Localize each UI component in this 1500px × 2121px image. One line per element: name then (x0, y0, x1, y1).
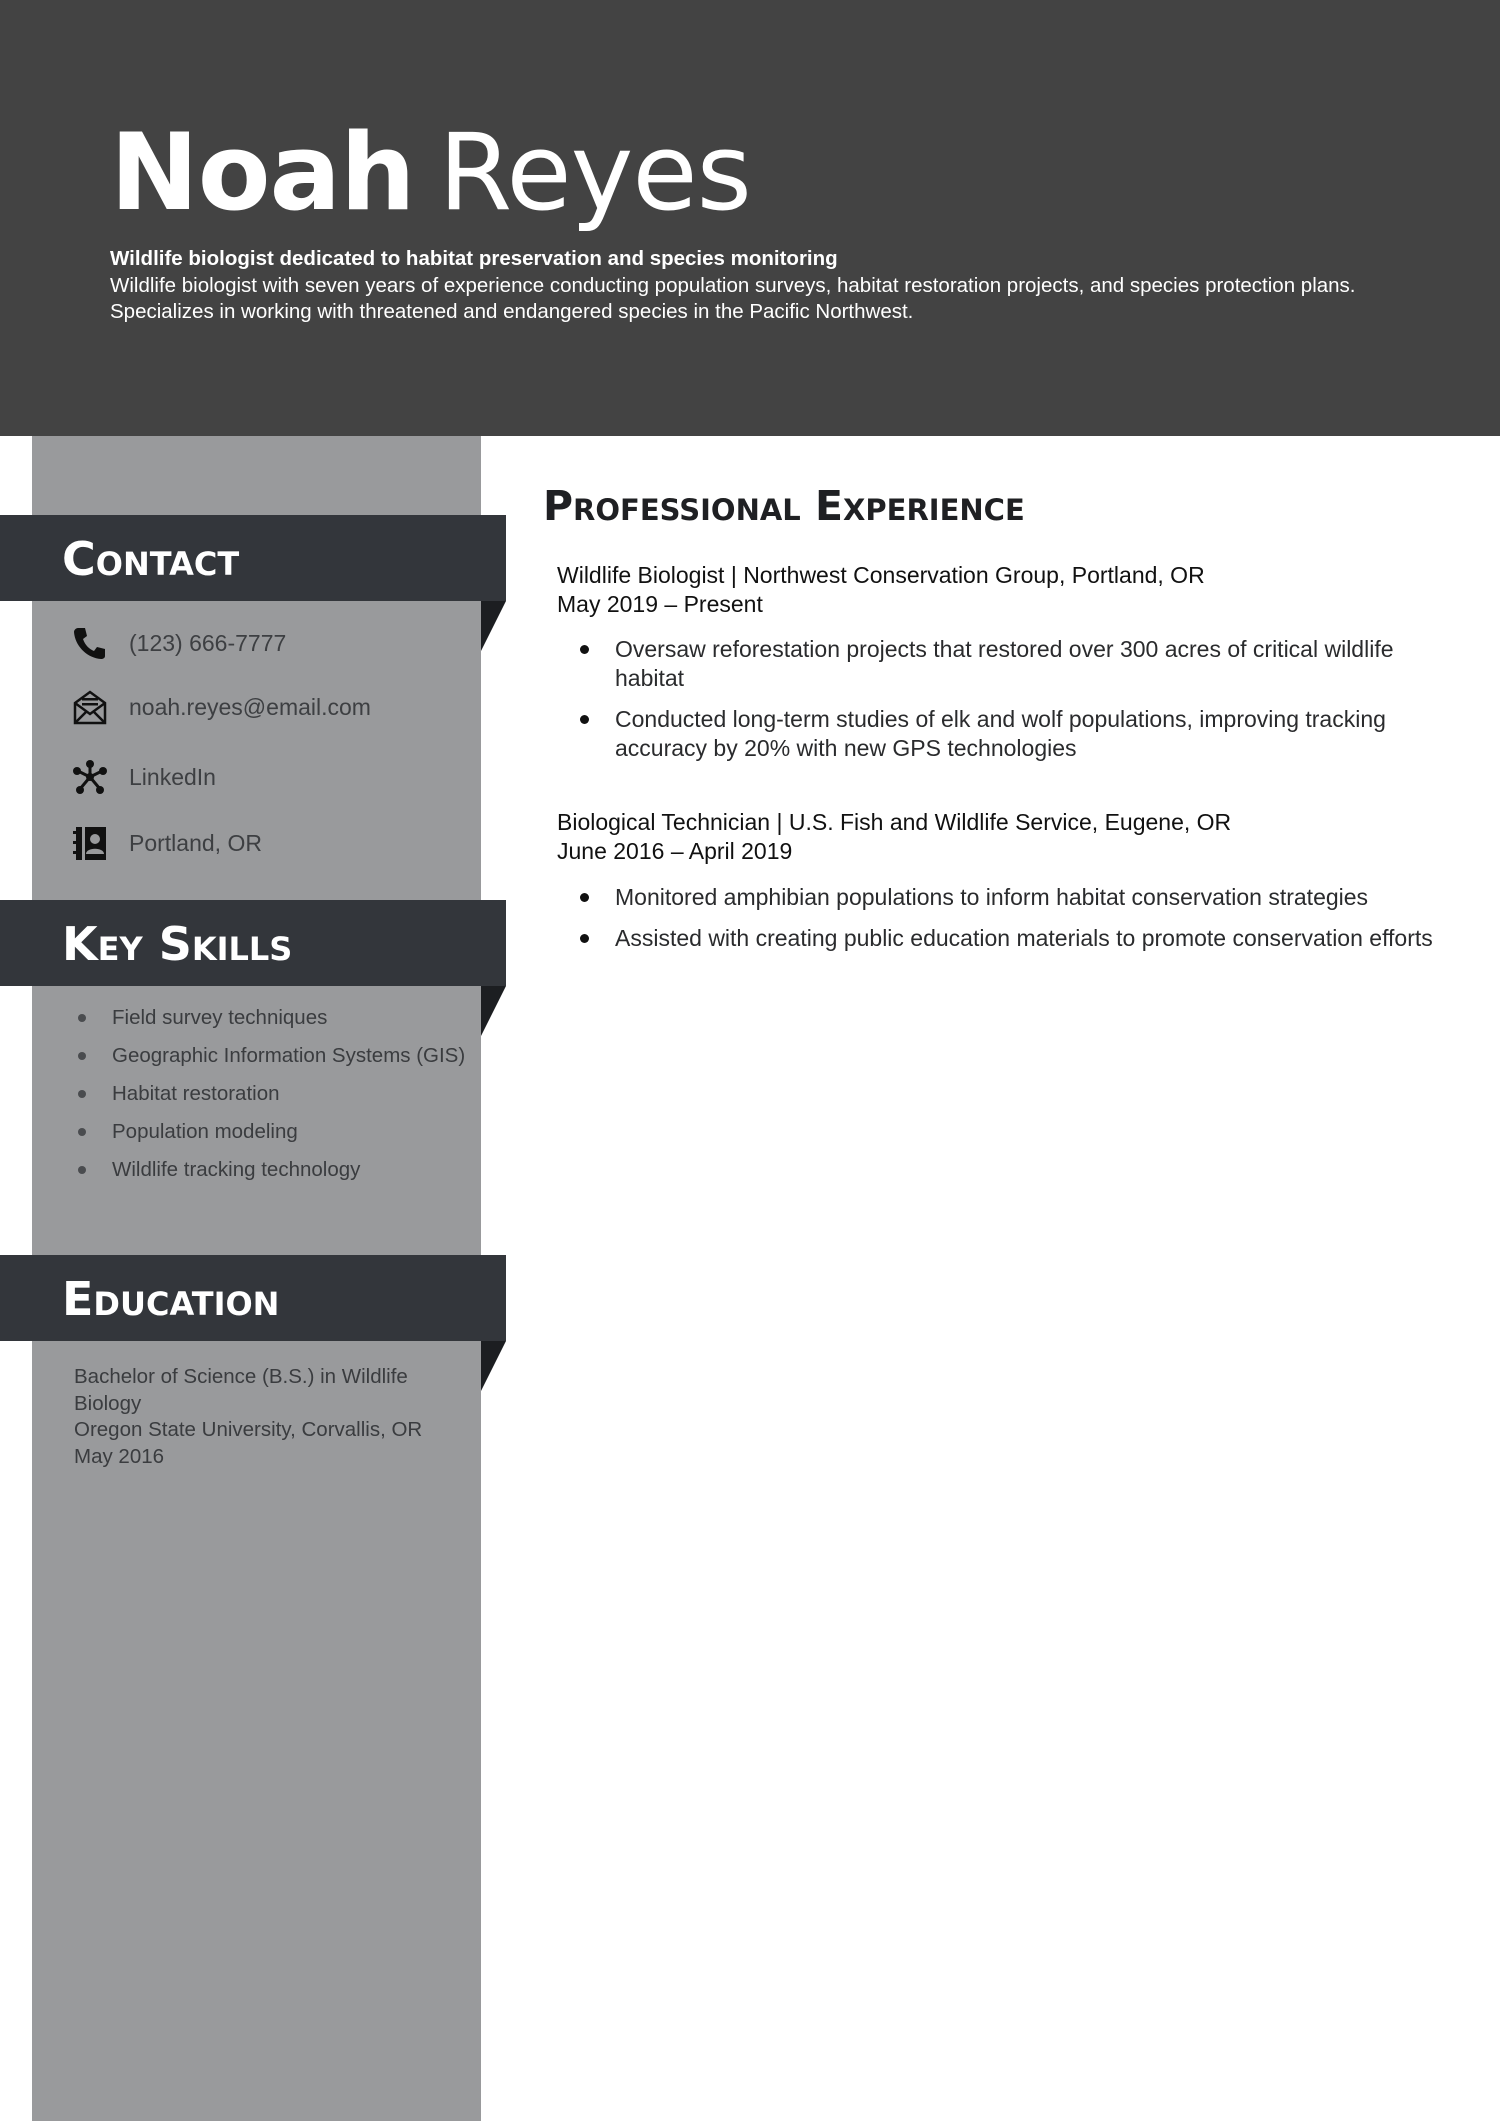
location-text: Portland, OR (129, 830, 262, 856)
address-book-icon (72, 825, 108, 861)
skills-list (62, 1004, 482, 1194)
bullet-icon (580, 934, 589, 943)
job-dates: May 2019 – Present (557, 591, 763, 617)
bullet-icon (78, 1090, 86, 1098)
list-item: Wildlife tracking technology (62, 1156, 482, 1183)
first-name: Noah (110, 111, 415, 234)
bullet-icon (78, 1052, 86, 1060)
school: Oregon State University, Corvallis, OR (74, 1418, 423, 1441)
graduation-date: May 2016 (74, 1444, 165, 1468)
list-item: Habitat restoration (62, 1080, 482, 1107)
email-icon (72, 689, 108, 725)
education-heading: Education (62, 1272, 280, 1326)
list-item: Population modeling (62, 1118, 482, 1145)
list-item: Conducted long-term studies of elk and wolf populations, improving tracking accuracy by 20% with new GPS technologies (557, 705, 1457, 763)
job-title: Biological Technician | U.S. Fish and Wildlife Service, Eugene, OR (557, 809, 1232, 835)
email-text: noah.reyes@email.com (129, 694, 371, 720)
job-bullets (557, 883, 1457, 965)
linkedin-text: LinkedIn (129, 764, 216, 790)
summary: Wildlife biologist with seven years of experience conducting population surveys, habitat restoration projects, and species protection plans. Specializes in working with threatened and endangered species in the Pacific Northwest. (110, 274, 1356, 323)
linkedin-icon (72, 759, 108, 795)
contact-banner (0, 515, 506, 601)
list-item: Geographic Information Systems (GIS) (62, 1042, 482, 1069)
bullet-icon (78, 1166, 86, 1174)
bullet-icon (580, 715, 589, 724)
list-item: Field survey techniques (62, 1004, 482, 1031)
bullet-icon (580, 893, 589, 902)
skills-heading: Key Skills (62, 917, 293, 971)
phone-text: (123) 666-7777 (129, 630, 287, 656)
candidate-name (110, 110, 751, 236)
education-entry (74, 1364, 474, 1470)
tagline: Wildlife biologist dedicated to habitat preservation and species monitoring (110, 247, 838, 270)
degree: Bachelor of Science (B.S.) in Wildlife Biology (74, 1365, 408, 1415)
bullet-icon (580, 645, 589, 654)
banner-fold (481, 1341, 506, 1391)
header (0, 0, 1500, 436)
list-item: Monitored amphibian populations to inform habitat conservation strategies (557, 883, 1457, 912)
banner-fold (481, 601, 506, 651)
education-banner (0, 1255, 506, 1341)
list-item: Assisted with creating public education materials to promote conservation efforts (557, 924, 1457, 953)
job-title: Wildlife Biologist | Northwest Conservation Group, Portland, OR (557, 562, 1205, 588)
list-item: Oversaw reforestation projects that restored over 300 acres of critical wildlife habitat (557, 635, 1457, 693)
experience-heading: Professional Experience (543, 482, 1025, 530)
contact-heading: Contact (62, 532, 240, 586)
job-bullets (557, 635, 1457, 775)
bullet-icon (78, 1128, 86, 1136)
last-name: Reyes (438, 111, 751, 234)
phone-icon (72, 625, 108, 661)
bullet-icon (78, 1014, 86, 1022)
skills-banner (0, 900, 506, 986)
job-dates: June 2016 – April 2019 (557, 838, 793, 864)
banner-fold (481, 986, 506, 1036)
